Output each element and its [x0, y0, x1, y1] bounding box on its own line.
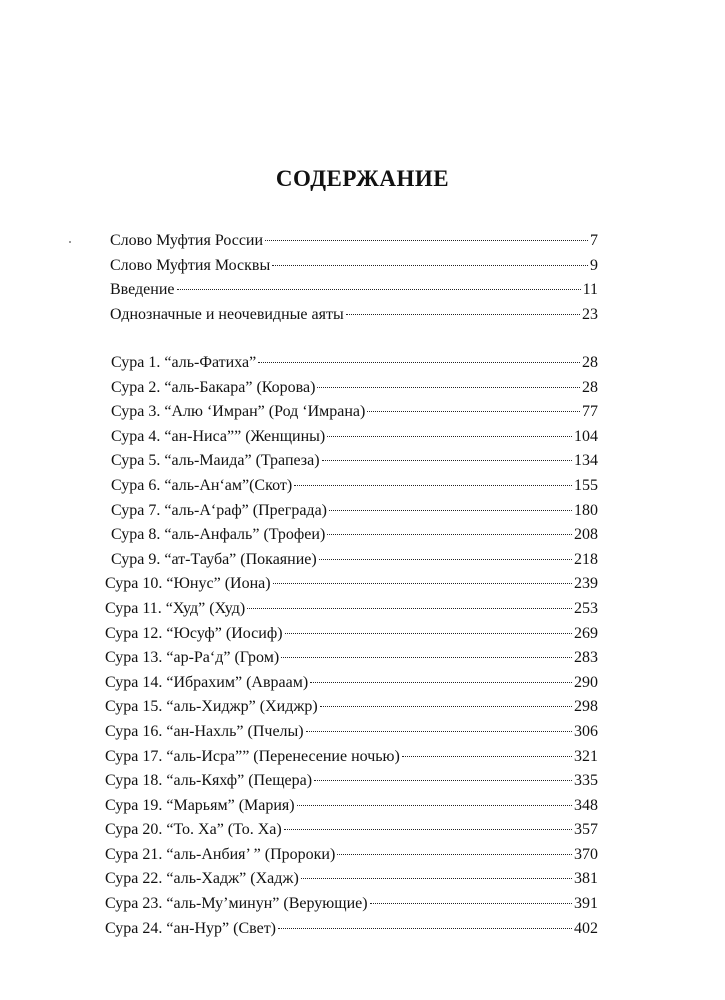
toc-entry-label: Сура 3. “Алю ‘Имран” (Род ‘Имрана) [111, 403, 366, 421]
toc-entry-label: Сура 14. “Ибрахим” (Авраам) [105, 673, 309, 691]
toc-page-number: 402 [574, 919, 598, 937]
toc-page-number: 298 [574, 698, 598, 716]
toc-row[interactable] [105, 622, 598, 647]
toc-row[interactable] [105, 597, 598, 622]
toc-row[interactable] [110, 254, 598, 279]
toc-page-number: 155 [574, 476, 598, 494]
toc-row[interactable] [105, 794, 598, 819]
toc-entry-label: Сура 17. “аль-Исра”” (Перенесение ночью) [105, 747, 400, 765]
toc-entry-label: Однозначные и неочевидные аяты [110, 305, 344, 323]
toc-page-number: 218 [574, 550, 598, 568]
dot-leader [272, 265, 588, 266]
toc-page-number: 208 [574, 526, 598, 544]
toc-page-number: 7 [590, 232, 598, 249]
toc-entry-label: Сура 2. “аль-Бакара” (Корова) [111, 378, 316, 396]
dot-leader [320, 706, 572, 707]
scan-speck [69, 241, 71, 243]
toc-row[interactable] [105, 351, 598, 376]
toc-row[interactable] [105, 376, 598, 401]
dot-leader [273, 583, 572, 584]
dot-leader [402, 756, 572, 757]
toc-entry-label: Сура 9. “ат-Тауба” (Покаяние) [111, 550, 317, 568]
sura-list [105, 351, 598, 941]
toc-page-number: 11 [582, 281, 598, 299]
toc-page-number: 348 [574, 796, 598, 814]
toc-row[interactable] [110, 303, 598, 328]
dot-leader [367, 411, 580, 412]
dot-leader [346, 314, 580, 315]
toc-row[interactable] [105, 449, 598, 474]
dot-leader [258, 362, 580, 363]
toc-entry-label: Сура 4. “ан-Ниса”” (Женщины) [111, 427, 326, 445]
toc-page-number: 77 [582, 403, 598, 421]
dot-leader [327, 436, 572, 437]
toc-entry-label: Сура 7. “аль-А‘раф” (Преграда) [111, 501, 327, 519]
dot-leader [297, 805, 572, 806]
toc-page-number: 134 [574, 452, 598, 470]
toc-entry-label: Сура 19. “Марьям” (Мария) [105, 796, 295, 814]
toc-page-number: 269 [574, 624, 598, 642]
page-title: СОДЕРЖАНИЕ [275, 166, 450, 191]
toc-entry-label: Слово Муфтия Москвы [110, 256, 271, 274]
toc-page-number: 9 [590, 256, 598, 274]
toc-row[interactable] [105, 646, 598, 671]
toc-entry-label: Сура 23. “аль-Му’минун” (Верующие) [105, 895, 368, 913]
toc-entry-label: Сура 15. “аль-Хиджр” (Хиджр) [105, 698, 318, 716]
dot-leader [327, 534, 572, 535]
toc-page-number: 357 [574, 821, 598, 839]
toc-entry-label: Сура 1. “аль-Фатиха” [111, 354, 257, 371]
dot-leader [285, 633, 572, 634]
dot-leader [281, 657, 572, 658]
toc-entry-label: Сура 22. “аль-Хадж” (Хадж) [105, 870, 299, 888]
toc-row[interactable] [105, 843, 598, 868]
dot-leader [306, 731, 572, 732]
toc-page-number: 306 [574, 722, 598, 740]
toc-row[interactable] [105, 523, 598, 548]
toc-row[interactable] [105, 917, 598, 942]
toc-entry-label: Сура 5. “аль-Маида” (Трапеза) [111, 452, 320, 470]
toc-page-number: 253 [574, 599, 598, 617]
dot-leader [317, 387, 580, 388]
toc-entry-label: Сура 8. “аль-Анфаль” (Трофеи) [111, 526, 326, 544]
toc-entry-label: Сура 24. “ан-Нур” (Свет) [105, 919, 277, 937]
toc-page-number: 381 [574, 870, 598, 888]
toc-row[interactable] [105, 892, 598, 917]
toc-page-number: 391 [574, 895, 598, 913]
toc-row[interactable] [105, 818, 598, 843]
toc-entry-label: Сура 6. “аль-Ан‘ам”(Скот) [111, 476, 293, 494]
toc-page-number: 283 [574, 649, 598, 667]
dot-leader [319, 559, 572, 560]
toc-row[interactable] [105, 548, 598, 573]
toc-row[interactable] [110, 229, 598, 254]
toc-row[interactable] [105, 572, 598, 597]
toc-entry-label: Сура 16. “ан-Нахль” (Пчелы) [105, 722, 304, 740]
toc-entry-label: Сура 20. “То. Ха” (То. Ха) [105, 821, 282, 839]
dot-leader [370, 903, 572, 904]
toc-row[interactable] [105, 425, 598, 450]
toc-row[interactable] [105, 400, 598, 425]
toc-row[interactable] [105, 499, 598, 524]
front-matter-list [110, 229, 598, 327]
toc-row[interactable] [105, 671, 598, 696]
dot-leader [301, 878, 572, 879]
dot-leader [322, 460, 572, 461]
toc-page-number: 104 [574, 427, 598, 445]
toc-row[interactable] [105, 745, 598, 770]
toc-entry-label: Сура 11. “Худ” (Худ) [105, 599, 246, 617]
toc-entry-label: Сура 21. “аль-Анбия’ ” (Пророки) [105, 845, 336, 863]
dot-leader [329, 510, 572, 511]
dot-leader [247, 608, 572, 609]
toc-page-number: 180 [574, 501, 598, 519]
toc-page-number: 28 [582, 378, 598, 396]
toc-page-number: 239 [574, 575, 598, 593]
dot-leader [265, 240, 588, 241]
toc-page-number: 290 [574, 673, 598, 691]
dot-leader [284, 829, 572, 830]
toc-entry-label: Слово Муфтия России [110, 232, 264, 249]
toc-page-number: 370 [574, 845, 598, 863]
toc-entry-label: Сура 12. “Юсуф” (Иосиф) [105, 624, 283, 642]
toc-page-number: 335 [574, 772, 598, 790]
toc-row[interactable] [105, 695, 598, 720]
toc-page-number: 321 [574, 747, 598, 765]
dot-leader [294, 485, 572, 486]
dot-leader [310, 682, 572, 683]
toc-entry-label: Сура 13. “ар-Ра‘д” (Гром) [105, 649, 280, 667]
toc-page-number: 28 [582, 354, 598, 371]
toc-row[interactable] [105, 720, 598, 745]
toc-row[interactable] [105, 867, 598, 892]
dot-leader [177, 289, 581, 290]
toc-entry-label: Сура 18. “аль-Кяхф” (Пещера) [105, 772, 313, 790]
toc-row[interactable] [105, 474, 598, 499]
toc-entry-label: Сура 10. “Юнус” (Иона) [105, 575, 271, 593]
toc-row[interactable] [110, 278, 598, 303]
toc-row[interactable] [105, 769, 598, 794]
dot-leader [278, 928, 572, 929]
toc-page-number: 23 [582, 305, 598, 323]
dot-leader [337, 854, 572, 855]
dot-leader [314, 780, 572, 781]
toc-entry-label: Введение [110, 281, 175, 299]
